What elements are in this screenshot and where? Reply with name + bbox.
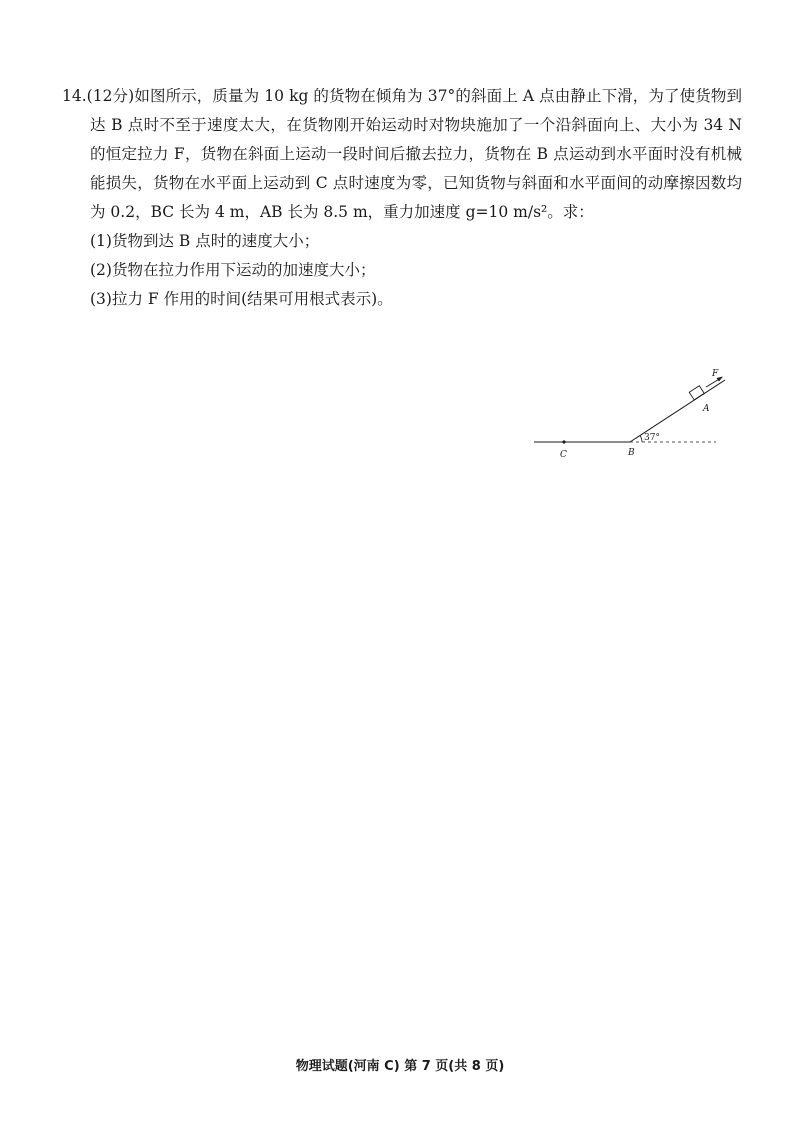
question-1: (1)货物到达 B 点时的速度大小； — [90, 232, 320, 250]
page-footer: 物理试题(河南 C) 第 7 页(共 8 页) — [295, 1059, 505, 1074]
problem-stem-text: 如图所示，质量为 10 kg 的货物在倾角为 37°的斜面上 A 点由静止下滑，为了使货物到达 B 点时不至于速度太大，在货物刚开始运动时对物块施加了一个沿斜面向上、大小为 34 N 的恒定拉力 F，货物在斜面上运动一段时间后撤去拉力，货物在 B 点运动到水平面时没有机械能损失，货物在水平面上运动到 C 点时速度为零，已知货物与斜面和水平面间的动摩擦因数均为 0.2，BC 长为 4 m，AB 长为 8.5 m，重力加速度 g=10 m/s²。求： — [90, 87, 742, 221]
problem-number: 14. — [62, 87, 87, 105]
label-f: F — [712, 369, 719, 379]
label-a: A — [703, 404, 710, 414]
incline-figure — [530, 365, 730, 465]
incline-diagram — [530, 365, 730, 465]
question-2: (2)货物在拉力作用下运动的加速度大小； — [90, 261, 376, 279]
problem-points: (12分) — [86, 87, 135, 105]
point-c — [562, 440, 565, 443]
angle-arc — [640, 436, 642, 443]
label-c: C — [560, 450, 567, 460]
problem-14 — [62, 82, 742, 314]
angle-label: 37° — [644, 433, 660, 443]
problem-stem — [62, 82, 742, 227]
cargo-block — [689, 386, 704, 400]
question-3: (3)拉力 F 作用的时间(结果可用根式表示)。 — [90, 290, 393, 308]
label-b: B — [628, 448, 635, 458]
